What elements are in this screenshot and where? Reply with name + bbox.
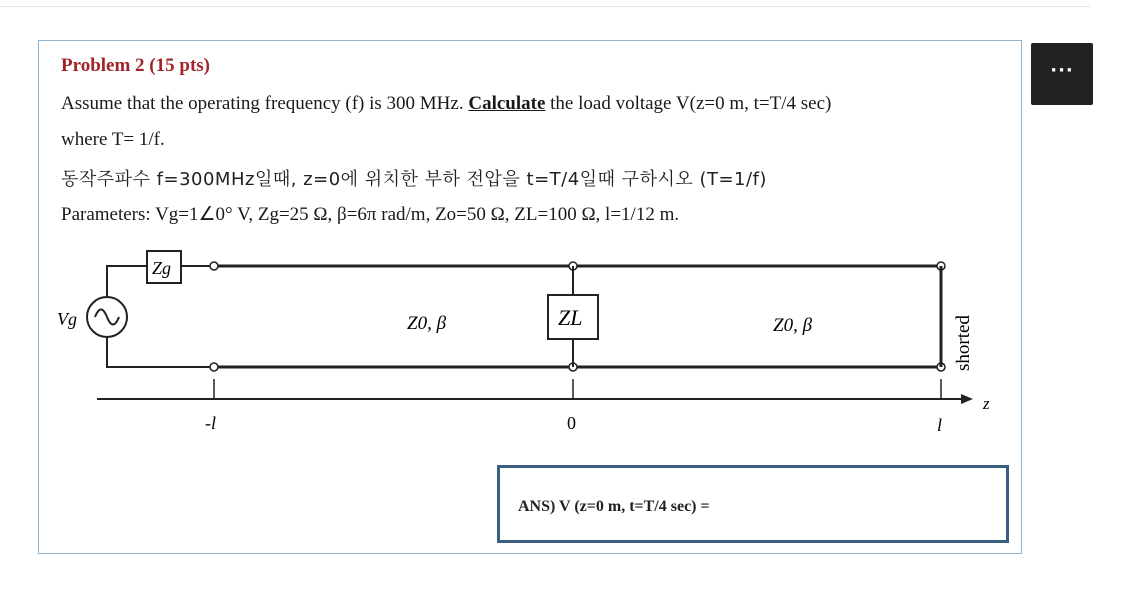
tick-label-zero: 0 (567, 413, 576, 433)
answer-box[interactable] (497, 465, 1009, 543)
z-axis-arrowhead (961, 394, 973, 404)
top-divider (0, 6, 1090, 7)
tick-label-l: l (937, 415, 943, 435)
more-icon: ··· (1050, 60, 1074, 81)
problem-statement-line1 (61, 93, 831, 115)
shorted-label: shorted (953, 315, 974, 371)
statement-text-end: the load voltage V(z=0 m, t=T/4 sec) (545, 93, 832, 114)
problem-statement-line2: where T= 1/f. (61, 129, 165, 150)
tick-label-minus-l: -l (205, 413, 216, 433)
answer-label: ANS) V (z=0 m, t=T/4 sec) = (518, 498, 710, 515)
calculate-keyword: Calculate (468, 93, 546, 114)
problem-title: Problem 2 (15 pts) (61, 55, 210, 76)
line-label-left: Z0, β (407, 313, 447, 334)
source-bottom-wire (107, 337, 214, 367)
terminal-dot (210, 262, 218, 270)
terminal-dot (210, 363, 218, 371)
zl-label: ZL (558, 305, 583, 330)
line-label-right: Z0, β (773, 315, 813, 336)
parameters-line: Parameters: Vg=1∠0° V, Zg=25 Ω, β=6π rad/m, Zo=50 Ω, ZL=100 Ω, l=1/12 m. (61, 204, 680, 225)
source-label: Vg (57, 309, 77, 329)
problem-card (38, 40, 1022, 554)
z-axis-label: z (983, 394, 990, 413)
more-options-button[interactable] (1031, 43, 1093, 105)
transmission-line-diagram (39, 241, 1023, 471)
zg-label: Zg (152, 258, 172, 278)
statement-text: Assume that the operating frequency (f) is 300 MHz. (61, 93, 469, 114)
problem-statement-korean: 동작주파수 f=300MHz일때, z=0에 위치한 부하 전압을 t=T/4일때 구하시오 (T=1/f) (61, 169, 767, 190)
source-top-wire (107, 266, 147, 297)
